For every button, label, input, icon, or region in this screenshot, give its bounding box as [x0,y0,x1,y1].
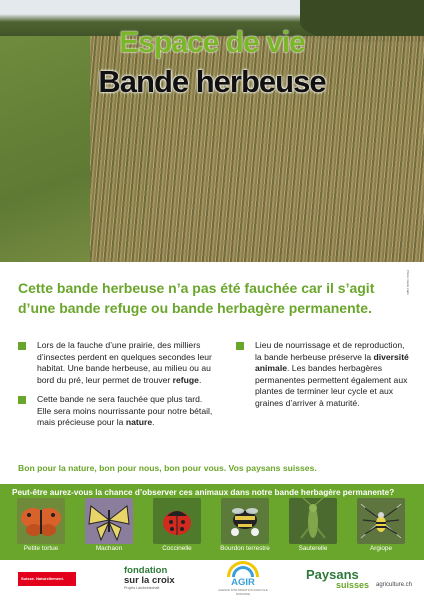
title-line-2: Bande herbeuse [98,64,326,99]
animal-card [150,498,204,552]
butterfly-icon [17,498,65,544]
animal-card [82,498,136,552]
emphasis: nature [125,417,153,427]
bullet-square-icon [18,342,26,350]
bullet-square-icon [236,342,244,350]
grasshopper-icon [289,498,337,544]
paysans-suisses-logo[interactable]: Paysans suisses agriculture.ch [306,567,413,590]
animal-name: Machaon [95,545,123,552]
ladybug-icon [153,498,201,544]
animal-card [354,498,408,552]
swallowtail-icon [85,498,133,544]
animal-card [218,498,272,552]
fondation-sur-la-croix-logo[interactable]: fondation sur la croix Projets Landwirtschaft [124,565,175,590]
bumblebee-icon [221,498,269,544]
animal-name: Sauterelle [298,545,328,552]
lead-text: Cette bande herbeuse n’a pas été fauchée car il s’agit d’une bande refuge ou bande herbagère permanente. [18,280,375,316]
emphasis: refuge [172,374,199,385]
animal-card [286,498,340,552]
bullet-item: Cette bande ne sera fauchée que plus tard. Elle sera moins nourrissante pour notre bétail, mais précieuse pour la nature. [18,394,214,429]
photo-credit: Photo: Giulio Zalbi [406,270,410,295]
bullet-item: Lieu de nourrissage et de reproduction, la bande herbeuse préserve la diversité animale. Les bandes herbagères permanentes permettent également aux plantes de terminer leur cycle et aux graines d’arriver à maturité. [236,340,410,409]
animal-name: Coccinelle [162,545,192,552]
animal-name: Argiope [369,545,393,552]
animal-card [14,498,68,552]
spider-icon [357,498,405,544]
agir-logo[interactable]: AGIR AGENCE D'INFORMATION AGRICOLE ROMANDE [218,561,268,597]
emphasis: diversité animale [255,351,409,373]
suisse-naturellement-logo[interactable]: Suisse. Naturellement. [18,572,76,586]
left-column [18,340,214,437]
tagline: Bon pour la nature, bon pour nous, bon pour vous. Vos paysans suisses. [18,463,317,473]
right-column [236,340,410,417]
animal-name: Petite tortue [23,545,59,552]
bullet-item: Lors de la fauche d’une prairie, des milliers d’insectes perdent en quelques secondes leur habitat. Une bande herbeuse, au milieu ou au bord du pré, leur permet de trouver refuge. [18,340,214,386]
website-link[interactable]: agriculture.ch [376,582,413,588]
animal-name: Bourdon terrestre [220,545,270,552]
animals-question: Peut-être aurez-vous la chance d’observer ces animaux dans notre bande herbagère permanente? [12,488,395,497]
bullet-square-icon [18,396,26,404]
title-line-1: Espace de vie [119,26,305,59]
